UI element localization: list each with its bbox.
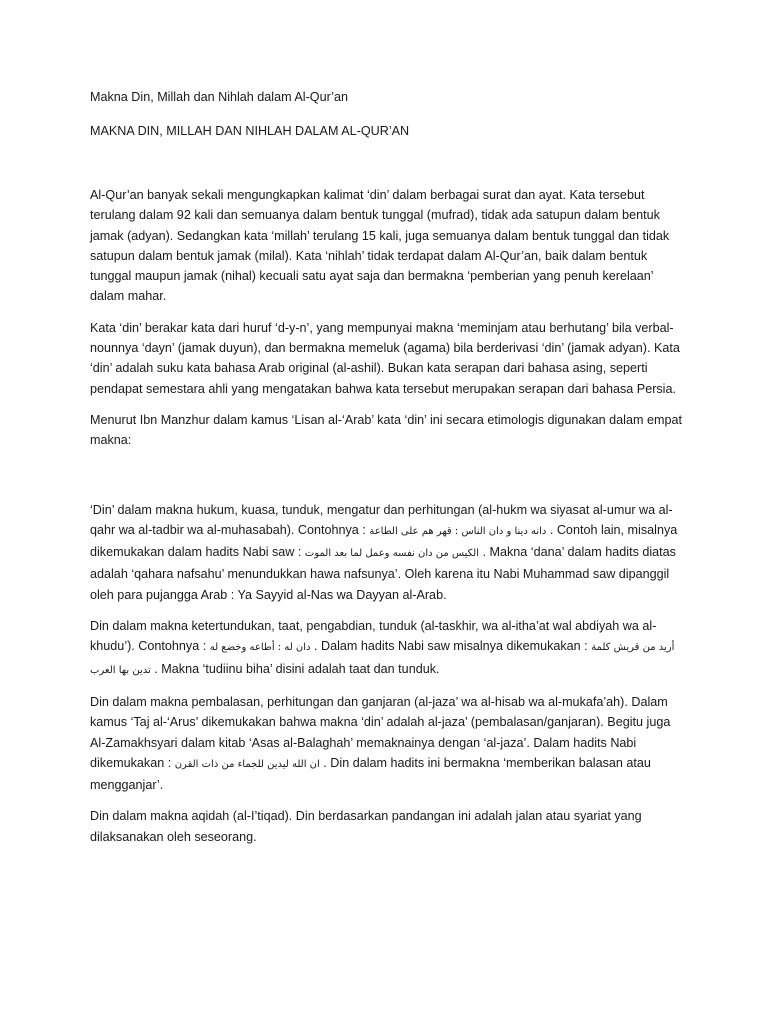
text-segment: . Contoh lain, misalnya dikemukakan dalam hadits Nabi saw : — [90, 522, 678, 560]
document-page — [90, 89, 682, 847]
text-segment: Din dalam makna ketertundukan, taat, pengabdian, tunduk (al-taskhir, wa al-itha’at wal abdiyah wa al-khudu’). Contohnya : — [90, 619, 657, 654]
text-segment: Din dalam makna pembalasan, perhitungan dan ganjaran (al-jaza’ wa al-hisab wa al-mukafa’ah). Dalam kamus ‘Taj al-‘Arus’ dikemukakan bahwa makna ‘din’ adalah al-jaza’ (pembalasan/ganjaran). Begitu juga Al-Zamakhsyari dalam kitab ‘Asas al-Balaghah’ memaknainya dengan ‘al-jaza’. Dalam hadits Nabi dikemukakan : — [90, 694, 671, 770]
arabic-hadith: الكيس من دان نفسه وعمل لما بعد الموت — [304, 548, 480, 560]
text-segment: . Din dalam hadits ini bermakna ‘memberikan balasan atau mengganjar’. — [90, 755, 651, 793]
paragraph-ibn-manzhur: Menurut Ibn Manzhur dalam kamus ‘Lisan al-‘Arab’ kata ‘din’ ini secara etimologis digunakan dalam empat makna: — [90, 412, 682, 448]
document-heading: MAKNA DIN, MILLAH DAN NIHLAH DALAM AL-QUR’AN — [90, 124, 410, 138]
text-segment: . Dalam hadits Nabi saw misalnya dikemukakan : — [310, 639, 592, 654]
paragraph-intro: Al-Qur’an banyak sekali mengungkapkan kalimat ‘din’ dalam berbagai surat dan ayat. Kata tersebut terulang dalam 92 kali dan semuanya dalam bentuk tunggal (mufrad), tidak ada satupun dalam bentuk jamak (adyan). Sedangkan kata ‘millah’ terulang 15 kali, juga semuanya dalam bentuk tunggal dan tidak satupun dalam bentuk jamak (milal). Kata ‘nihlah’ tidak terdapat dalam Al-Qur’an, baik dalam bentuk tunggal maupun jamak (nihal) kecuali satu ayat saja dan bermakna ‘pemberian yang penuh kerelaan’ dalam mahar. — [90, 188, 670, 304]
arabic-quote: دان له : أطاعه وخضع له — [209, 642, 311, 654]
paragraph-meaning-aqidah: Din dalam makna aqidah (al-I’tiqad). Din berdasarkan pandangan ini adalah jalan atau syariat yang dilaksanakan oleh seseorang. — [90, 809, 642, 844]
paragraph-etymology: Kata ‘din’ berakar kata dari huruf ‘d-y-n’, yang mempunyai makna ‘meminjam atau berhutang’ bila verbal-nounnya ‘dayn’ (jamak duyun), dan bermakna memeluk (agama) bila berderivasi ‘din’ (jamak adyan). Kata ‘din’ adalah suku kata bahasa Arab original (al-ashil). Bukan kata serapan dari bahasa asing, seperti pendapat semestara ahli yang mengatakan bahwa kata tersebut merupakan serapan dari bahasa Persia. — [90, 320, 680, 396]
arabic-quote: دانه دينا و دان الناس : قهر هم على الطاعة — [369, 525, 547, 537]
text-segment: . Makna ‘dana’ dalam hadits diatas adalah ‘qahara nafsahu’ menundukkan hawa nafsunya’. Oleh karena itu Nabi Muhammad saw dipanggil oleh para pujangga Arab : Ya Sayyid al-Nas wa Dayyan al-Arab. — [90, 545, 676, 602]
arabic-hadith: ان الله ليدين للجماء من ذات القرن — [174, 758, 320, 770]
paragraph-meaning-pembalasan — [90, 692, 682, 795]
document-title: Makna Din, Millah dan Nihlah dalam Al-Qur’an — [90, 90, 349, 104]
text-segment: . Makna ‘tudiinu biha’ disini adalah taat dan tunduk. — [150, 661, 440, 676]
paragraph-meaning-ketertundukan — [90, 616, 682, 681]
text-segment: ‘Din’ dalam makna hukum, kuasa, tunduk, mengatur dan perhitungan (al-hukm wa siyasat al-umur wa al-qahr wa al-tadbir wa al-muhasabah). Contohnya : — [90, 502, 673, 537]
arabic-hadith: أريد من قريش كلمة تدين بها العرب — [90, 642, 675, 676]
paragraph-meaning-hukum — [90, 500, 682, 605]
